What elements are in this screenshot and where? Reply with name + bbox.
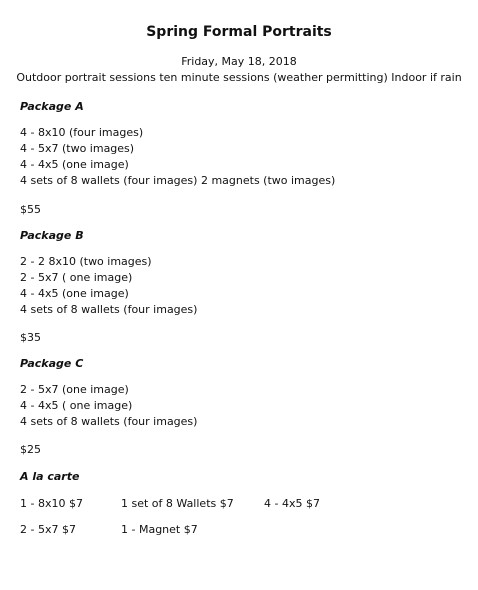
package-a-item: 4 sets of 8 wallets (four images) 2 magnets (two images) bbox=[20, 174, 336, 187]
a-la-carte-item: 1 - Magnet $7 bbox=[121, 523, 198, 536]
a-la-carte-item: 2 - 5x7 $7 bbox=[20, 523, 76, 536]
package-b-item: 4 - 4x5 (one image) bbox=[20, 287, 129, 300]
package-b-heading: Package B bbox=[20, 229, 84, 242]
package-a-heading: Package A bbox=[20, 100, 84, 113]
package-a-item: 4 - 8x10 (four images) bbox=[20, 126, 144, 139]
page-title: Spring Formal Portraits bbox=[146, 24, 332, 40]
event-description: Outdoor portrait sessions ten minute sessions (weather permitting) Indoor if rain bbox=[16, 71, 462, 84]
package-b-price: $35 bbox=[20, 331, 41, 344]
package-a-item: 4 - 4x5 (one image) bbox=[20, 158, 129, 171]
package-a-item: 4 - 5x7 (two images) bbox=[20, 142, 135, 155]
a-la-carte-item: 1 set of 8 Wallets $7 bbox=[121, 497, 234, 510]
a-la-carte-heading: A la carte bbox=[20, 470, 80, 483]
event-date: Friday, May 18, 2018 bbox=[181, 55, 297, 68]
package-b-item: 2 - 2 8x10 (two images) bbox=[20, 255, 152, 268]
package-c-item: 4 sets of 8 wallets (four images) bbox=[20, 415, 198, 428]
package-b-item: 4 sets of 8 wallets (four images) bbox=[20, 303, 198, 316]
package-c-item: 2 - 5x7 (one image) bbox=[20, 383, 129, 396]
a-la-carte-item: 1 - 8x10 $7 bbox=[20, 497, 83, 510]
package-b-item: 2 - 5x7 ( one image) bbox=[20, 271, 133, 284]
a-la-carte-item: 4 - 4x5 $7 bbox=[264, 497, 320, 510]
package-c-price: $25 bbox=[20, 443, 41, 456]
package-a-price: $55 bbox=[20, 203, 41, 216]
package-c-heading: Package C bbox=[20, 357, 84, 370]
package-c-item: 4 - 4x5 ( one image) bbox=[20, 399, 133, 412]
